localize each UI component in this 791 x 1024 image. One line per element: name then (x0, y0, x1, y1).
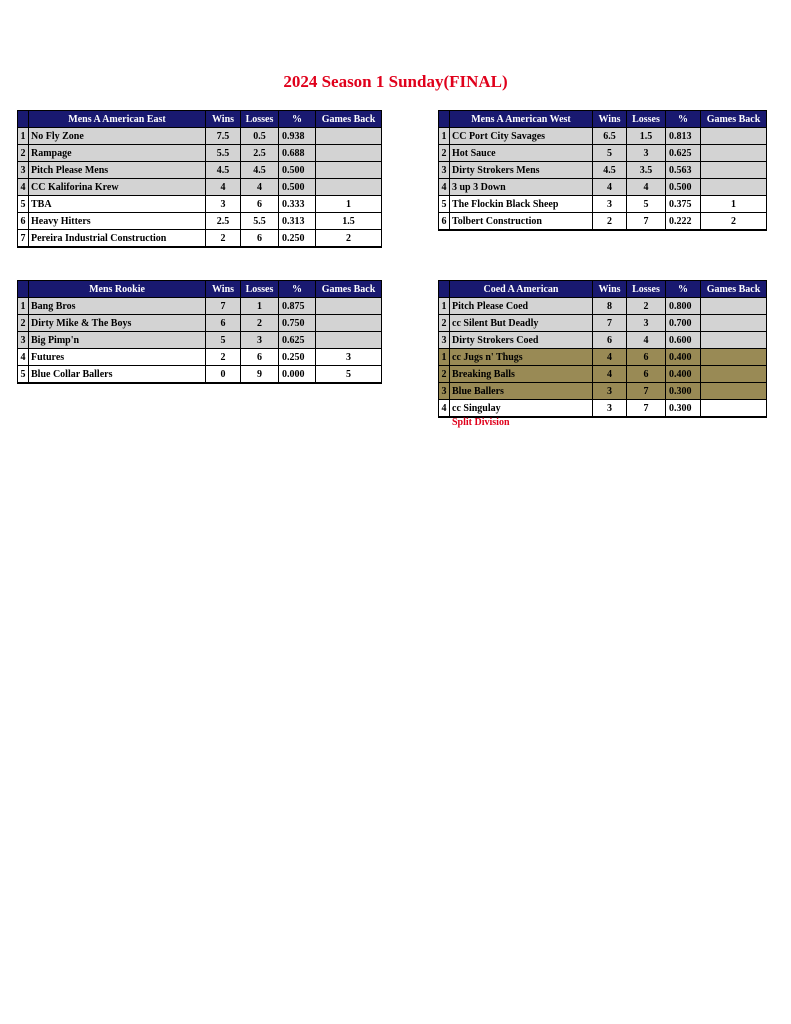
games-back-cell (701, 315, 767, 332)
header-wins: Wins (206, 281, 241, 298)
losses-cell: 3 (241, 332, 279, 349)
wins-cell: 6 (593, 332, 627, 349)
pct-cell: 0.563 (666, 162, 701, 179)
games-back-cell (701, 162, 767, 179)
header-losses: Losses (241, 111, 279, 128)
losses-cell: 3 (627, 315, 666, 332)
games-back-cell (316, 298, 382, 315)
rank-cell: 2 (439, 366, 450, 383)
wins-cell: 7.5 (206, 128, 241, 145)
wins-cell: 2 (593, 213, 627, 231)
losses-cell: 7 (627, 213, 666, 231)
pct-cell: 0.375 (666, 196, 701, 213)
header-pct: % (279, 111, 316, 128)
pct-cell: 0.500 (666, 179, 701, 196)
losses-cell: 3 (627, 145, 666, 162)
rank-cell: 4 (439, 179, 450, 196)
team-name-cell: Dirty Strokers Mens (450, 162, 593, 179)
losses-cell: 4 (627, 332, 666, 349)
losses-cell: 6 (627, 366, 666, 383)
team-name-cell: Bang Bros (29, 298, 206, 315)
page-title: 2024 Season 1 Sunday(FINAL) (283, 72, 508, 91)
losses-cell: 1 (241, 298, 279, 315)
wins-cell: 4.5 (593, 162, 627, 179)
header-games-back: Games Back (701, 281, 767, 298)
header-games-back: Games Back (316, 111, 382, 128)
table-row (439, 383, 767, 400)
pct-cell: 0.400 (666, 366, 701, 383)
losses-cell: 0.5 (241, 128, 279, 145)
losses-cell: 4 (241, 179, 279, 196)
header-losses: Losses (627, 111, 666, 128)
wins-cell: 2 (206, 230, 241, 248)
losses-cell: 5 (627, 196, 666, 213)
team-name-cell: cc Jugs n' Thugs (450, 349, 593, 366)
rank-cell: 2 (18, 315, 29, 332)
table-row (18, 128, 382, 145)
wins-cell: 3 (593, 383, 627, 400)
losses-cell: 9 (241, 366, 279, 384)
games-back-cell: 1 (316, 196, 382, 213)
header-pct: % (666, 111, 701, 128)
pct-cell: 0.625 (666, 145, 701, 162)
losses-cell: 7 (627, 383, 666, 400)
games-back-cell (316, 332, 382, 349)
table-row (439, 349, 767, 366)
wins-cell: 4 (593, 179, 627, 196)
table-row (18, 366, 382, 384)
losses-cell: 7 (627, 400, 666, 418)
wins-cell: 4 (206, 179, 241, 196)
pct-cell: 0.625 (279, 332, 316, 349)
pct-cell: 0.500 (279, 179, 316, 196)
games-back-cell: 1.5 (316, 213, 382, 230)
team-name-cell: Blue Ballers (450, 383, 593, 400)
pct-cell: 0.250 (279, 349, 316, 366)
team-name-cell: Rampage (29, 145, 206, 162)
games-back-cell (316, 179, 382, 196)
header-rank-blank (439, 111, 450, 128)
table-row (439, 400, 767, 418)
rank-cell: 2 (18, 145, 29, 162)
games-back-cell: 2 (701, 213, 767, 231)
team-name-cell: cc Silent But Deadly (450, 315, 593, 332)
header-rank-blank (18, 281, 29, 298)
rank-cell: 5 (18, 196, 29, 213)
pct-cell: 0.938 (279, 128, 316, 145)
rank-cell: 3 (439, 162, 450, 179)
games-back-cell (701, 349, 767, 366)
standings-table-mens-a-american-west (438, 110, 767, 231)
losses-cell: 3.5 (627, 162, 666, 179)
team-name-cell: Dirty Mike & The Boys (29, 315, 206, 332)
pct-cell: 0.222 (666, 213, 701, 231)
pct-cell: 0.700 (666, 315, 701, 332)
wins-cell: 3 (593, 400, 627, 418)
rank-cell: 4 (18, 349, 29, 366)
games-back-cell (701, 128, 767, 145)
losses-cell: 1.5 (627, 128, 666, 145)
team-name-cell: Tolbert Construction (450, 213, 593, 231)
pct-cell: 0.875 (279, 298, 316, 315)
pct-cell: 0.313 (279, 213, 316, 230)
losses-cell: 5.5 (241, 213, 279, 230)
table-header-row (439, 281, 767, 298)
header-losses: Losses (627, 281, 666, 298)
header-wins: Wins (593, 281, 627, 298)
table-row (18, 162, 382, 179)
team-name-cell: The Flockin Black Sheep (450, 196, 593, 213)
table-row (439, 213, 767, 231)
rank-cell: 1 (439, 298, 450, 315)
pct-cell: 0.750 (279, 315, 316, 332)
standings-table-mens-rookie (17, 280, 382, 384)
wins-cell: 5 (206, 332, 241, 349)
table-row (18, 230, 382, 248)
wins-cell: 5 (593, 145, 627, 162)
pct-cell: 0.500 (279, 162, 316, 179)
team-name-cell: Pereira Industrial Construction (29, 230, 206, 248)
rank-cell: 4 (18, 179, 29, 196)
header-rank-blank (439, 281, 450, 298)
header-losses: Losses (241, 281, 279, 298)
standings-table-mens-a-american-east (17, 110, 382, 248)
table-row (18, 332, 382, 349)
pct-cell: 0.333 (279, 196, 316, 213)
losses-cell: 4.5 (241, 162, 279, 179)
table-row (18, 179, 382, 196)
wins-cell: 3 (593, 196, 627, 213)
table-row (439, 366, 767, 383)
team-name-cell: No Fly Zone (29, 128, 206, 145)
team-name-cell: Hot Sauce (450, 145, 593, 162)
losses-cell: 2.5 (241, 145, 279, 162)
losses-cell: 6 (241, 349, 279, 366)
table-row (439, 162, 767, 179)
rank-cell: 3 (18, 162, 29, 179)
rank-cell: 5 (18, 366, 29, 384)
pct-cell: 0.300 (666, 383, 701, 400)
games-back-cell (316, 128, 382, 145)
wins-cell: 4 (593, 366, 627, 383)
team-name-cell: 3 up 3 Down (450, 179, 593, 196)
team-name-cell: Breaking Balls (450, 366, 593, 383)
pct-cell: 0.600 (666, 332, 701, 349)
pct-cell: 0.688 (279, 145, 316, 162)
table-row (18, 298, 382, 315)
wins-cell: 8 (593, 298, 627, 315)
wins-cell: 3 (206, 196, 241, 213)
losses-cell: 6 (627, 349, 666, 366)
pct-cell: 0.400 (666, 349, 701, 366)
table-row (18, 315, 382, 332)
table-row (439, 179, 767, 196)
games-back-cell: 5 (316, 366, 382, 384)
table-row (439, 145, 767, 162)
losses-cell: 6 (241, 196, 279, 213)
rank-cell: 6 (439, 213, 450, 231)
losses-cell: 6 (241, 230, 279, 248)
team-name-cell: Big Pimp'n (29, 332, 206, 349)
table-header-row (18, 281, 382, 298)
games-back-cell (701, 179, 767, 196)
rank-cell: 3 (18, 332, 29, 349)
pct-cell: 0.813 (666, 128, 701, 145)
header-rank-blank (18, 111, 29, 128)
table-row (439, 332, 767, 349)
games-back-cell: 2 (316, 230, 382, 248)
games-back-cell (701, 400, 767, 418)
division-name: Mens A American East (29, 111, 206, 128)
division-name: Coed A American (450, 281, 593, 298)
header-games-back: Games Back (701, 111, 767, 128)
team-name-cell: Heavy Hitters (29, 213, 206, 230)
wins-cell: 4.5 (206, 162, 241, 179)
wins-cell: 7 (593, 315, 627, 332)
split-division-note: Split Division (452, 417, 510, 428)
rank-cell: 2 (439, 145, 450, 162)
table-row (439, 298, 767, 315)
pct-cell: 0.000 (279, 366, 316, 384)
rank-cell: 1 (18, 298, 29, 315)
rank-cell: 3 (439, 332, 450, 349)
wins-cell: 7 (206, 298, 241, 315)
rank-cell: 1 (18, 128, 29, 145)
table-row (18, 349, 382, 366)
games-back-cell (701, 332, 767, 349)
header-pct: % (279, 281, 316, 298)
table-row (439, 315, 767, 332)
games-back-cell (316, 315, 382, 332)
header-games-back: Games Back (316, 281, 382, 298)
games-back-cell (701, 366, 767, 383)
pct-cell: 0.800 (666, 298, 701, 315)
wins-cell: 2.5 (206, 213, 241, 230)
header-wins: Wins (206, 111, 241, 128)
table-row (18, 196, 382, 213)
rank-cell: 2 (439, 315, 450, 332)
table-header-row (439, 111, 767, 128)
games-back-cell: 1 (701, 196, 767, 213)
games-back-cell (701, 145, 767, 162)
table-row (18, 213, 382, 230)
standings-table-coed-a-american (438, 280, 767, 418)
team-name-cell: CC Kaliforina Krew (29, 179, 206, 196)
team-name-cell: CC Port City Savages (450, 128, 593, 145)
rank-cell: 1 (439, 128, 450, 145)
rank-cell: 6 (18, 213, 29, 230)
header-pct: % (666, 281, 701, 298)
losses-cell: 2 (627, 298, 666, 315)
games-back-cell (316, 162, 382, 179)
rank-cell: 3 (439, 383, 450, 400)
games-back-cell (316, 145, 382, 162)
team-name-cell: Pitch Please Coed (450, 298, 593, 315)
division-name: Mens A American West (450, 111, 593, 128)
rank-cell: 7 (18, 230, 29, 248)
table-row (439, 196, 767, 213)
games-back-cell (701, 383, 767, 400)
team-name-cell: TBA (29, 196, 206, 213)
wins-cell: 5.5 (206, 145, 241, 162)
wins-cell: 6 (206, 315, 241, 332)
pct-cell: 0.250 (279, 230, 316, 248)
division-name: Mens Rookie (29, 281, 206, 298)
header-wins: Wins (593, 111, 627, 128)
pct-cell: 0.300 (666, 400, 701, 418)
wins-cell: 2 (206, 349, 241, 366)
wins-cell: 0 (206, 366, 241, 384)
table-header-row (18, 111, 382, 128)
team-name-cell: Futures (29, 349, 206, 366)
rank-cell: 5 (439, 196, 450, 213)
games-back-cell: 3 (316, 349, 382, 366)
team-name-cell: Pitch Please Mens (29, 162, 206, 179)
wins-cell: 6.5 (593, 128, 627, 145)
rank-cell: 1 (439, 349, 450, 366)
table-row (439, 128, 767, 145)
wins-cell: 4 (593, 349, 627, 366)
losses-cell: 4 (627, 179, 666, 196)
losses-cell: 2 (241, 315, 279, 332)
team-name-cell: cc Singulay (450, 400, 593, 418)
team-name-cell: Dirty Strokers Coed (450, 332, 593, 349)
team-name-cell: Blue Collar Ballers (29, 366, 206, 384)
rank-cell: 4 (439, 400, 450, 418)
table-row (18, 145, 382, 162)
games-back-cell (701, 298, 767, 315)
